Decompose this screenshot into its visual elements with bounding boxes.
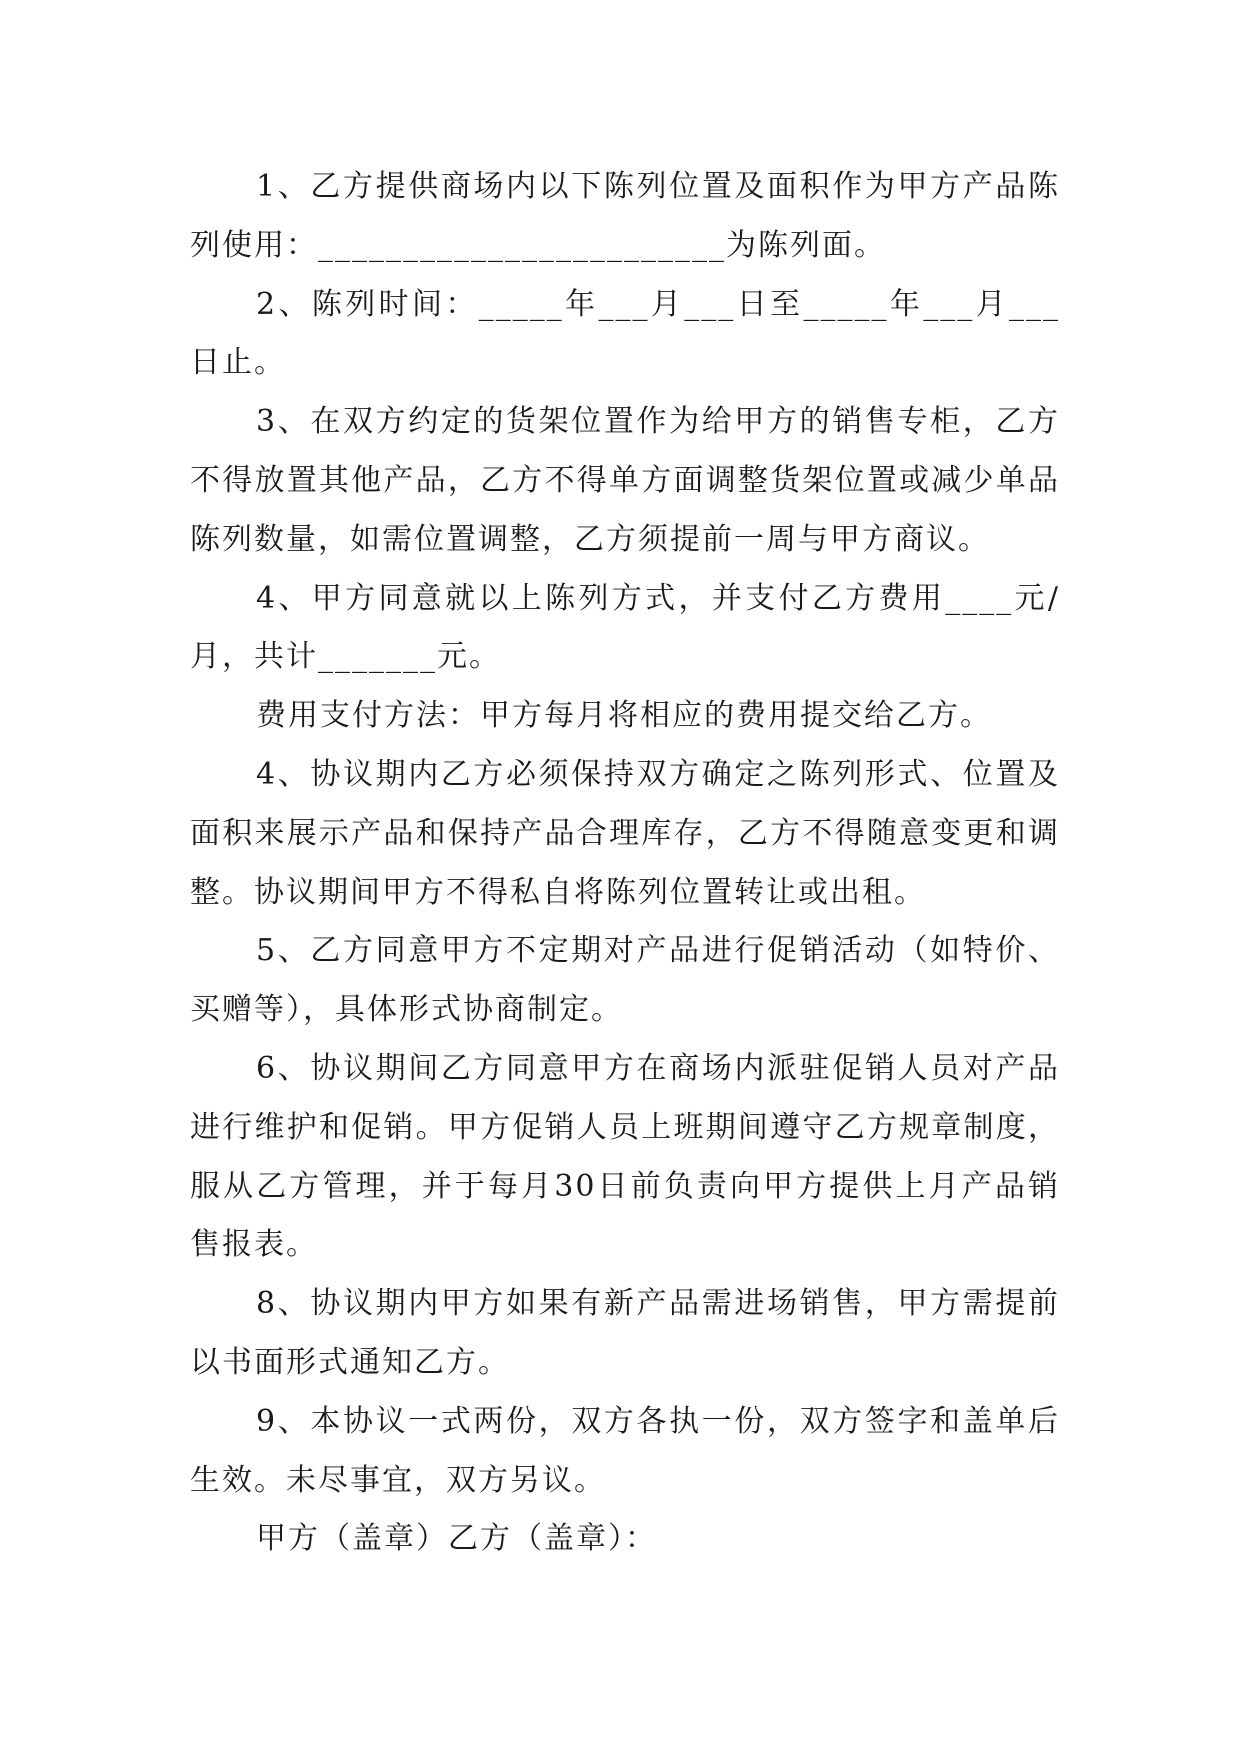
clause-copies: 9、本协议一式两份，双方各执一份，双方签字和盖单后生效。未尽事宜，双方另议。	[190, 1403, 1060, 1498]
clause-dedicated-shelf: 3、在双方约定的货架位置作为给甲方的销售专柜，乙方不得放置其他产品，乙方不得单方面调整货架位置或减少单品陈列数量，如需位置调整，乙方须提前一周与甲方商议。	[190, 404, 1060, 557]
clause-promoters: 6、协议期间乙方同意甲方在商场内派驻促销人员对产品进行维护和促销。甲方促销人员上班期间遵守乙方规章制度，服从乙方管理，并于每月30日前负责向甲方提供上月产品销售报表。	[190, 1050, 1060, 1263]
clause-display-fee: 4、甲方同意就以上陈列方式，并支付乙方费用____元/月，共计_______元。	[190, 580, 1060, 675]
clause-maintain-display: 4、协议期内乙方必须保持双方确定之陈列形式、位置及面积来展示产品和保持产品合理库存，乙方不得随意变更和调整。协议期间甲方不得私自将陈列位置转让或出租。	[190, 756, 1060, 910]
clause-new-products: 8、协议期内甲方如果有新产品需进场销售，甲方需提前以书面形式通知乙方。	[190, 1286, 1060, 1380]
clause-display-period: 2、陈列时间：_____年___月___日至_____年___月___日止。	[190, 286, 1060, 381]
clause-payment-method: 费用支付方法：甲方每月将相应的费用提交给乙方。	[256, 698, 992, 734]
clause-promotions: 5、乙方同意甲方不定期对产品进行促销活动（如特价、买赠等），具体形式协商制定。	[190, 933, 1060, 1028]
clause-display-location: 1、乙方提供商场内以下陈列位置及面积作为甲方产品陈列使用：________________________为陈列面。	[190, 169, 1060, 263]
signature-line: 甲方（盖章）乙方（盖章）：	[256, 1521, 657, 1557]
document-body	[190, 158, 1060, 1569]
